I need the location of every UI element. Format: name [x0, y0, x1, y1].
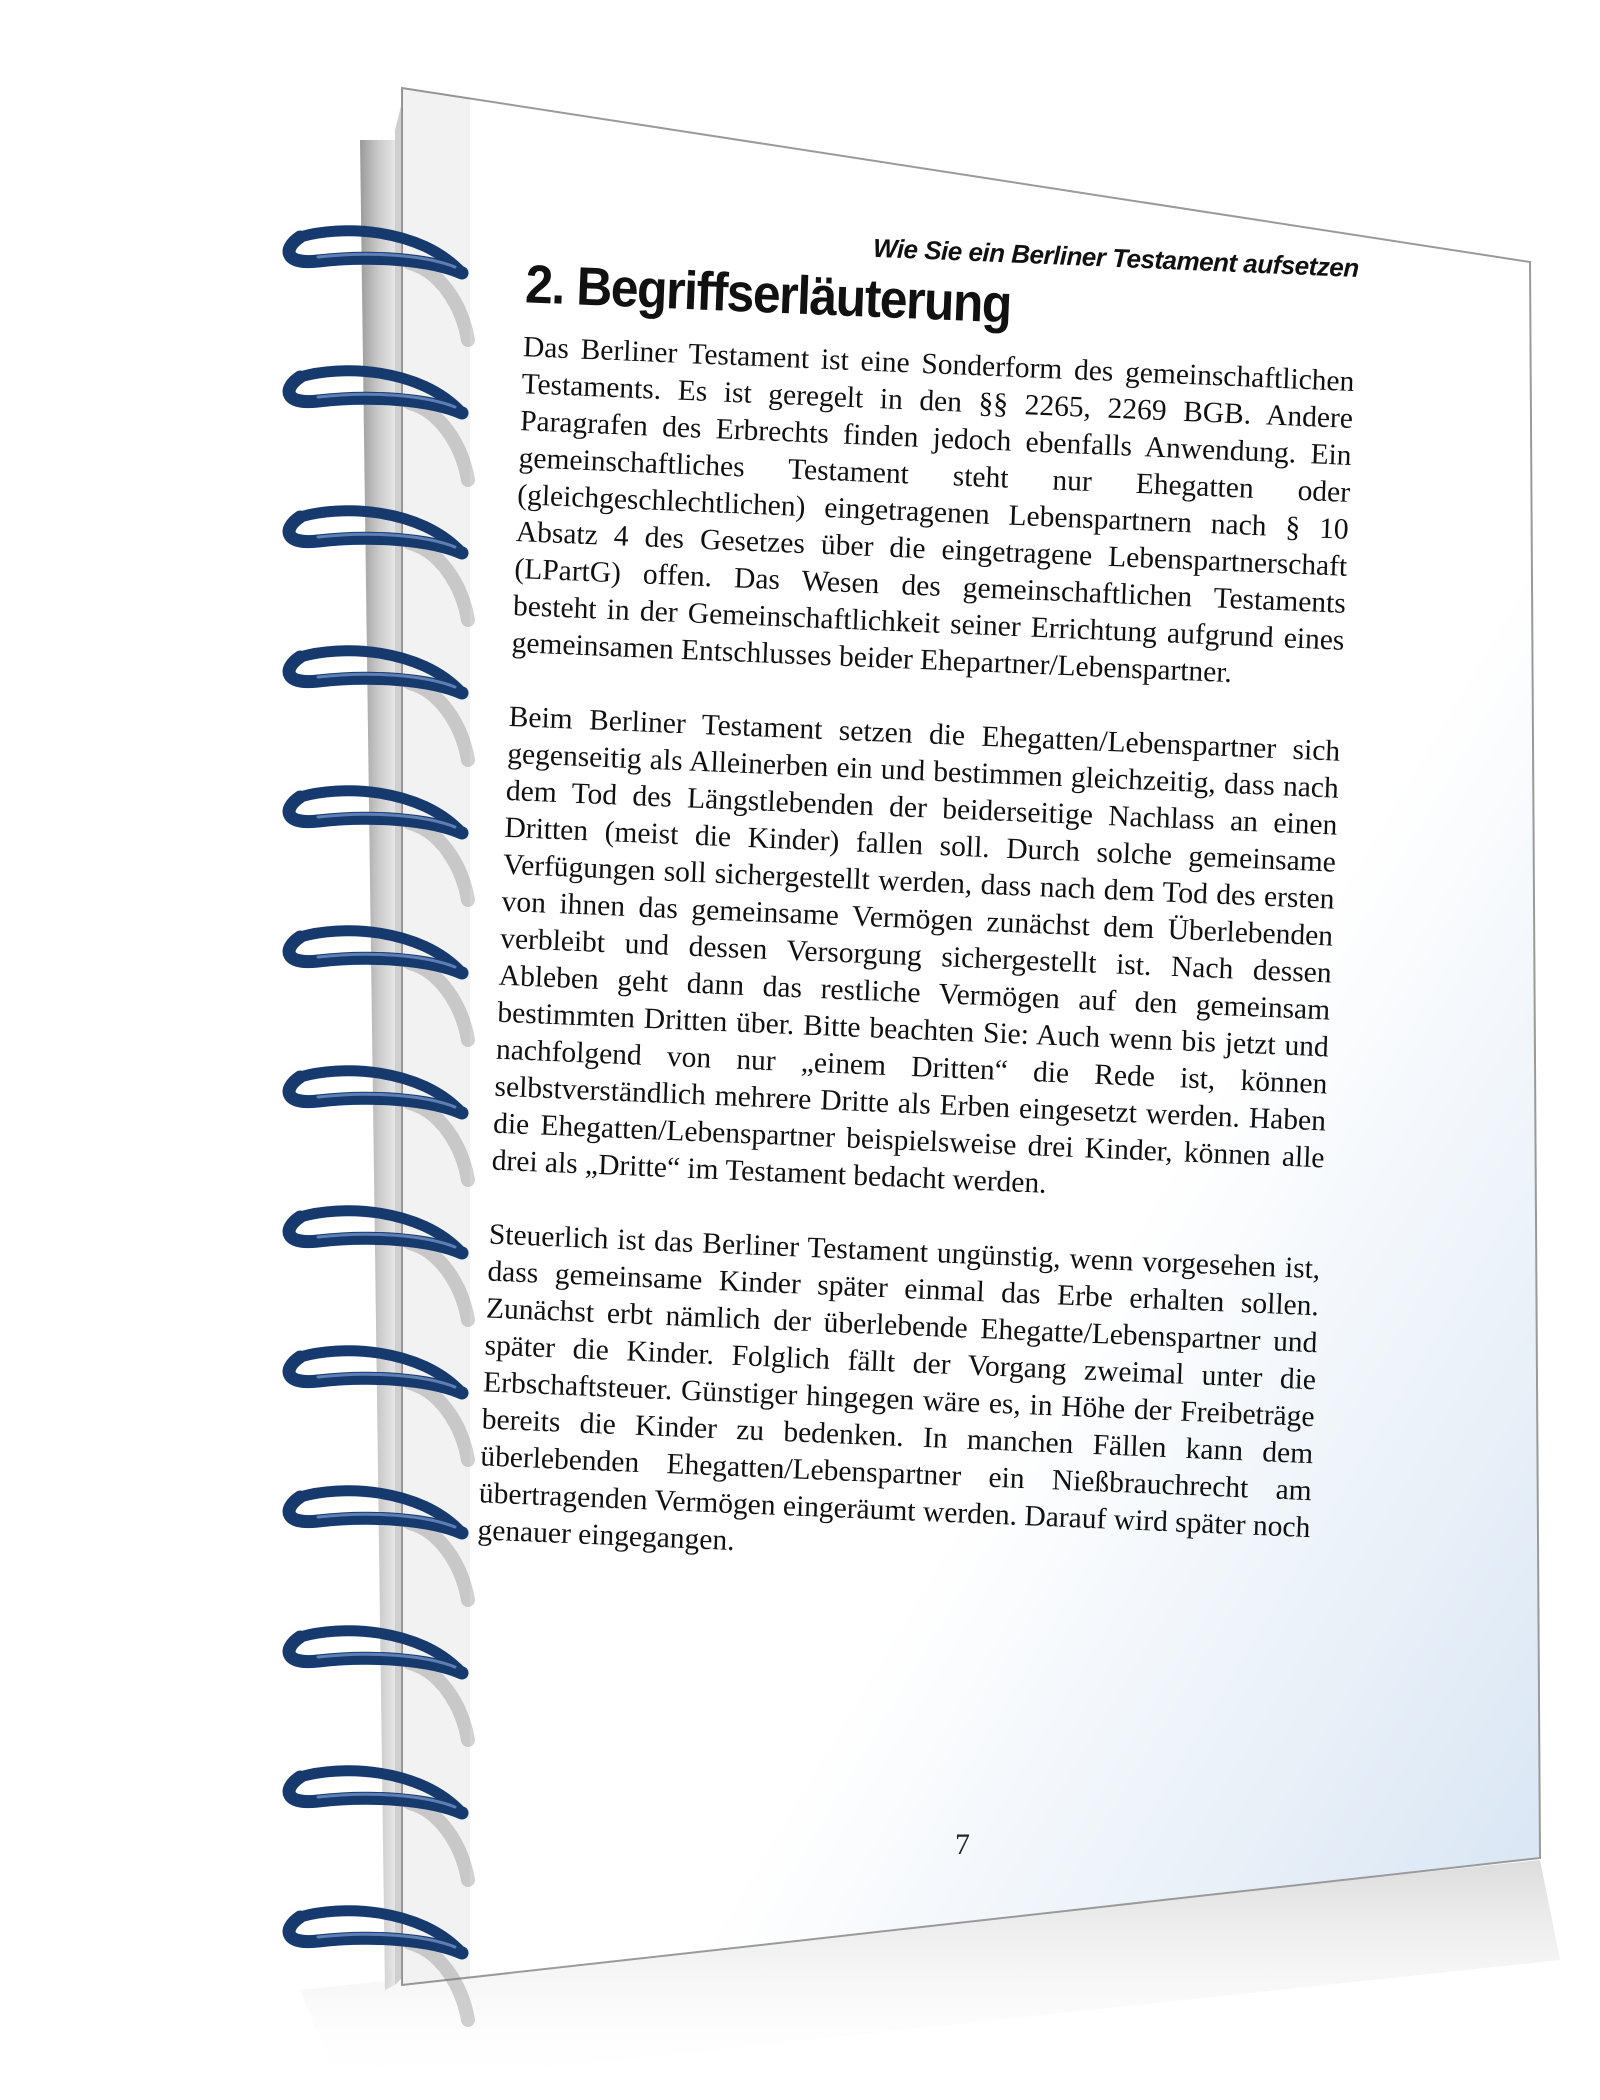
running-header: Wie Sie ein Berliner Testament aufsetzen — [872, 232, 1360, 284]
paragraph-3: Steuerlich ist das Berliner Testament ungünstig, wenn vorgesehen ist, dass gemeinsame Kinder später einmal das Erbe erhalten sollen. Zunächst erbt nämlich der überlebende Ehegatte/Lebenspartner und später die Kinder. Folglich fällt der Vorgang zweimal unter die Erbschaftsteuer. Günstiger hingegen wäre es, in Höhe der Freibeträge bereits die Kinder zu bedenken. In manchen Fällen kann dem überlebenden Ehegatten/Lebenspartner ein Nießbrauchrecht am übertragenden Vermögen eingeräumt werden. Darauf wird später noch genauer eingegangen. — [476, 1218, 1321, 1558]
page-content — [469, 218, 1359, 1621]
page-number: 7 — [955, 1828, 970, 1861]
chapter-title: 2. Begriffserläuterung — [524, 254, 1013, 335]
paragraph-2: Beim Berliner Testament setzen die Ehegatten/Lebenspartner sich gegenseitig als Alleinerben ein und bestimmen gleichzeitig, dass nach dem Tod des Längstlebenden der beiderseitige Nachlass an einen Dritten (meist die Kinder) fallen soll. Durch solche gemeinsame Verfügungen soll sichergestellt werden, dass nach dem Tod des ersten von ihnen das gemeinsame Vermögen zunächst dem Überlebenden verbleibt und dessen Versorgung sichergestellt ist. Nach dessen Ableben geht dann das restliche Vermögen auf den gemeinsam bestimmten Dritten über. Bitte beachten Sie: Auch wenn bis jetzt und nachfolgend von nur „einem Dritten“ die Rede ist, können selbstverständlich mehrere Dritte als Erben eingesetzt werden. Haben die Ehegatten/Lebenspartner beispielsweise drei Kinder, können alle drei als „Dritte“ im Testament bedacht werden. — [491, 700, 1341, 1200]
paragraph-1: Das Berliner Testament ist eine Sonderform des gemeinschaftlichen Testaments. Es ist geregelt in den §§ 2265, 2269 BGB. Andere Paragrafen des Erbrechts finden jedoch ebenfalls Anwendung. Ein gemeinschaftliches Testament steht nur Ehegatten oder (gleichgeschlechtlichen) eingetragenen Lebenspartnern nach § 10 Absatz 4 des Gesetzes über die eingetragene Lebenspartnerschaft (LPartG) offen. Das Wesen des gemeinschaftlichen Testaments besteht in der Gemeinschaftlichkeit seiner Errichtung aufgrund eines gemeinsamen Entschlusses beider Ehepartner/Lebenspartner. — [511, 331, 1355, 690]
back-sheet-edge — [360, 140, 395, 1990]
